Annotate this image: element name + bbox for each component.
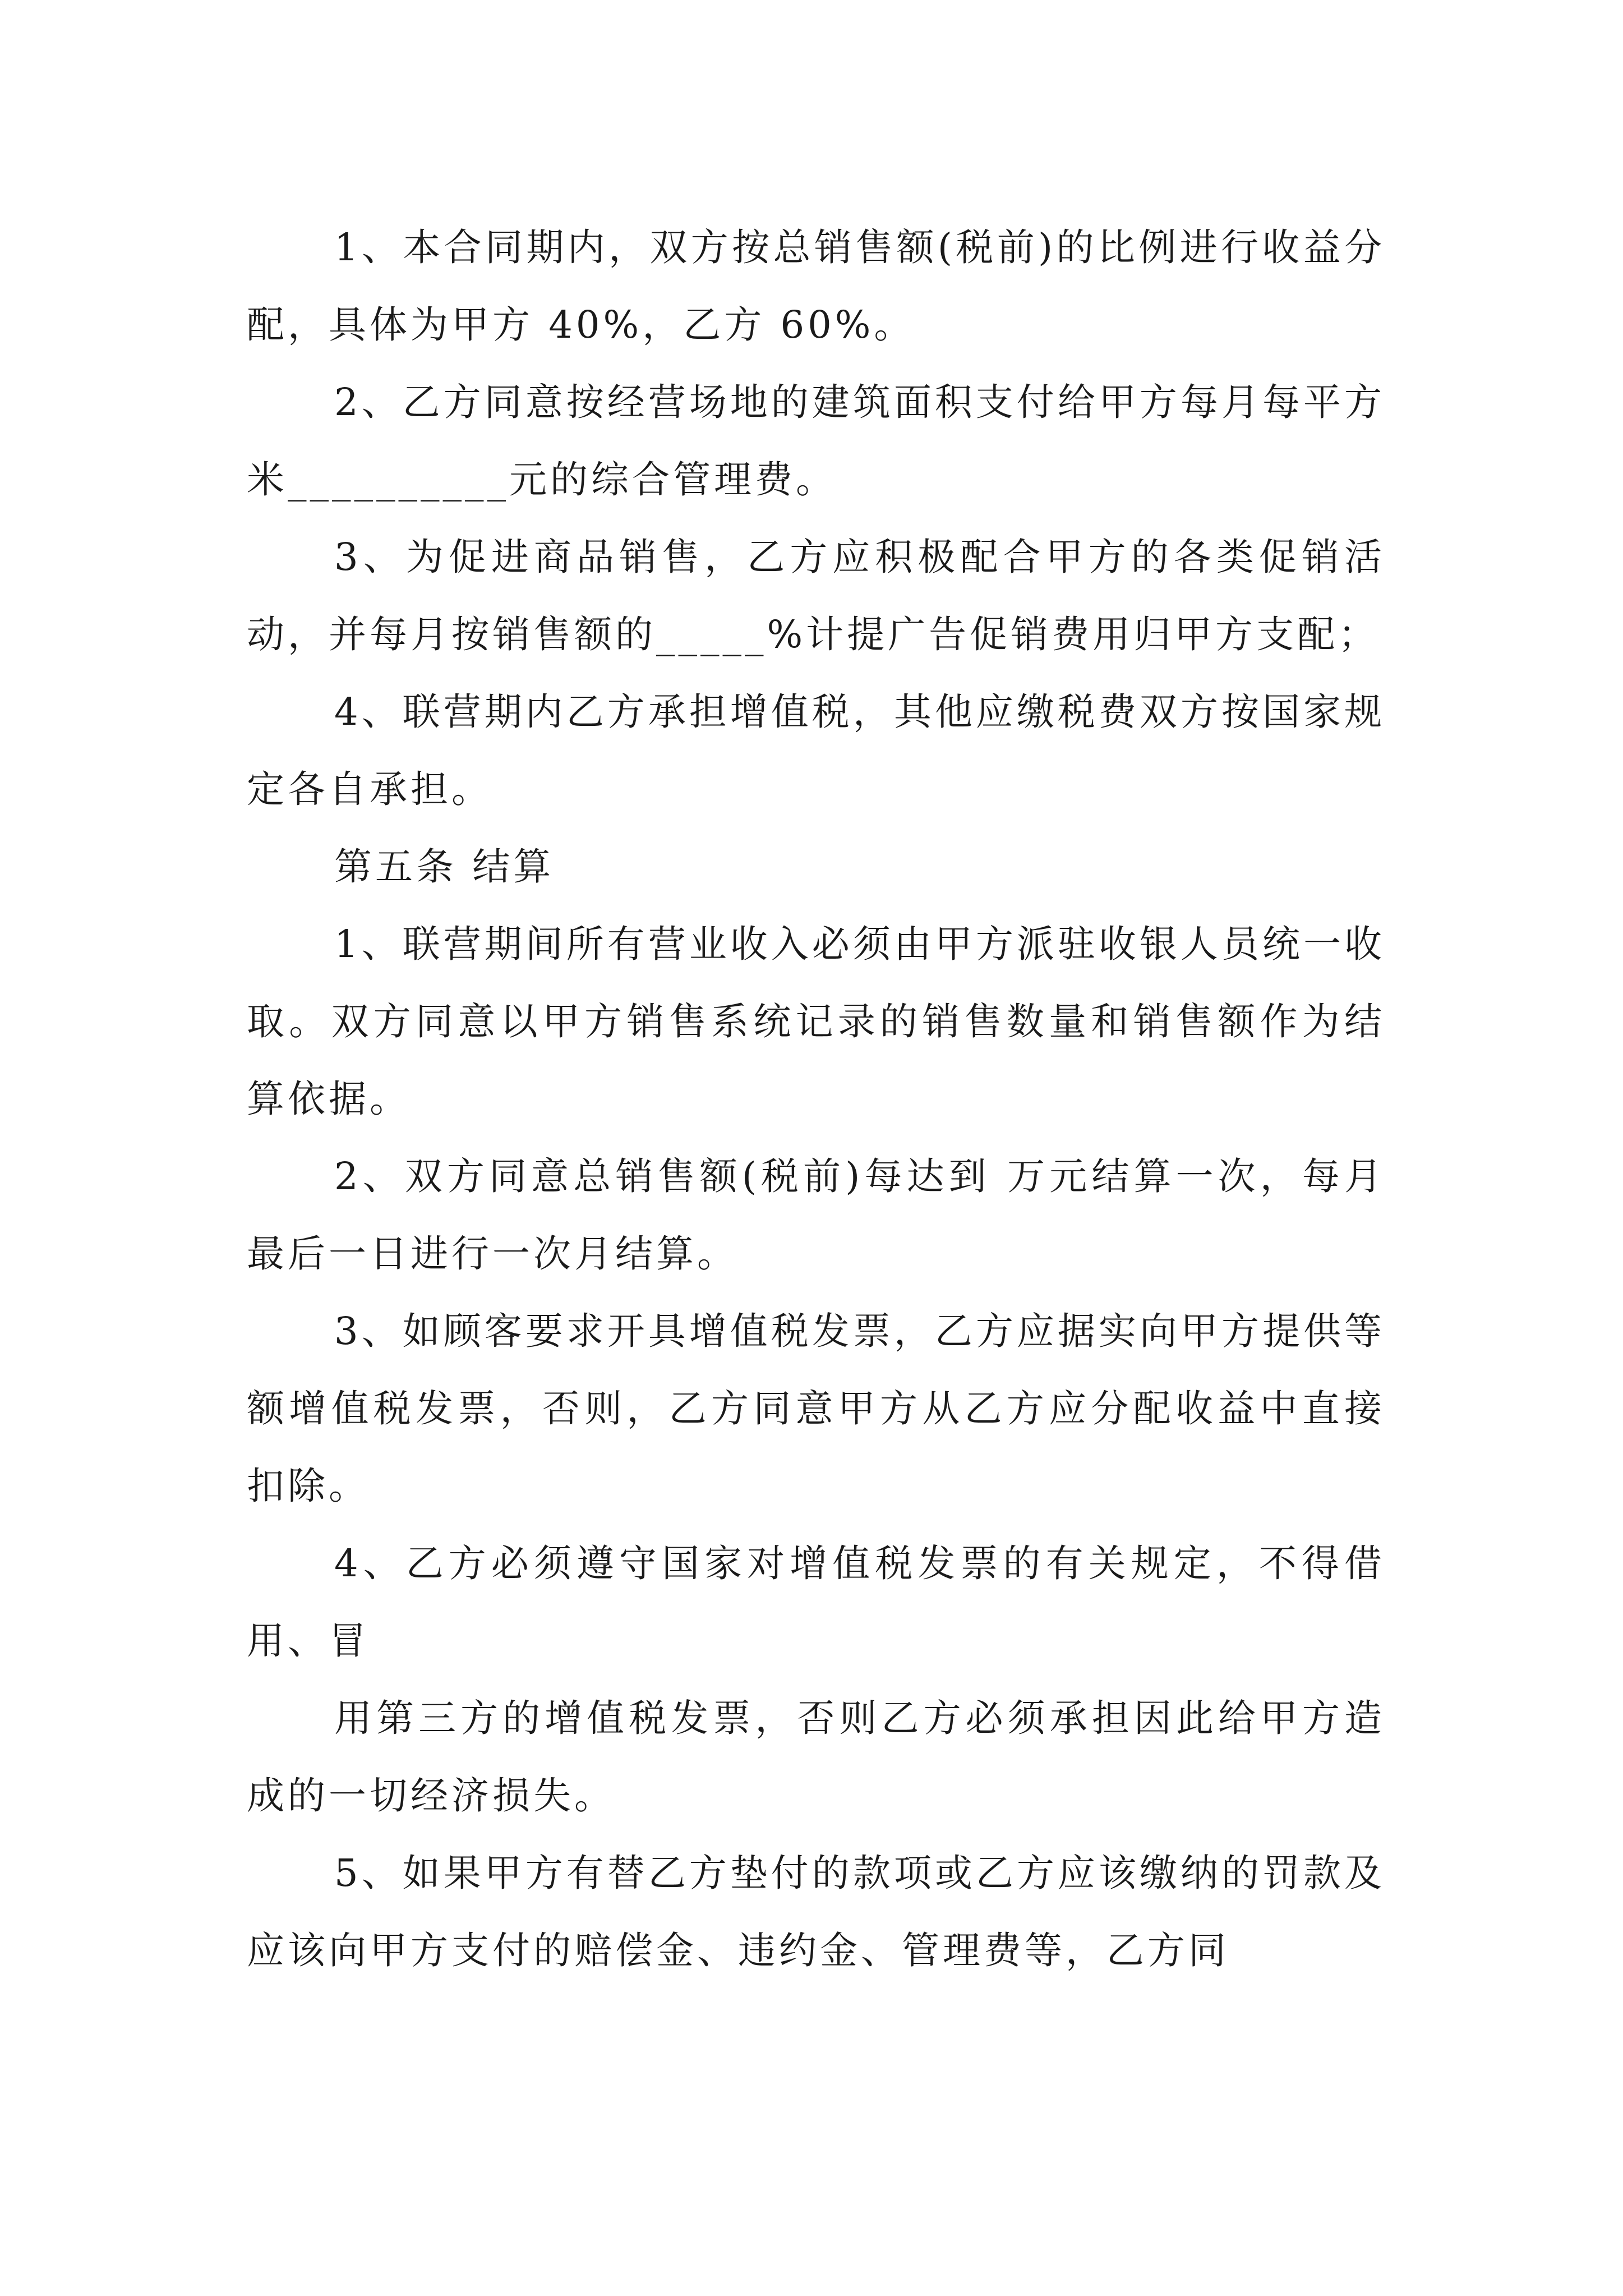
- paragraph-invoice-rules: 4、乙方必须遵守国家对增值税发票的有关规定，不得借用、冒: [247, 1542, 1385, 1663]
- document-body: [247, 209, 1385, 1989]
- paragraph-settlement-frequency: 2、双方同意总销售额(税前)每达到 万元结算一次，每月最后一日进行一次月结算。: [247, 1154, 1385, 1276]
- paragraph-vat-invoice: 3、如顾客要求开具增值税发票，乙方应据实向甲方提供等额增值税发票，否则，乙方同意甲方从乙方应分配收益中直接扣除。: [247, 1309, 1385, 1508]
- section-heading-settlement: 第五条 结算: [334, 845, 555, 889]
- paragraph-advance-payments: 5、如果甲方有替乙方垫付的款项或乙方应该缴纳的罚款及应该向甲方支付的赔偿金、违约金、管理费等，乙方同: [247, 1851, 1385, 1972]
- paragraph-invoice-rules-continued: 用第三方的增值税发票，否则乙方必须承担因此给甲方造成的一切经济损失。: [247, 1696, 1385, 1818]
- paragraph-promotion-fee: 3、为促进商品销售，乙方应积极配合甲方的各类促销活动，并每月按销售额的_____%计提广告促销费用归甲方支配；: [247, 535, 1385, 656]
- paragraph-profit-sharing: 1、本合同期内，双方按总销售额(税前)的比例进行收益分配，具体为甲方 40%，乙方 60%。: [247, 226, 1385, 347]
- paragraph-revenue-collection: 1、联营期间所有营业收入必须由甲方派驻收银人员统一收取。双方同意以甲方销售系统记录的销售数量和销售额作为结算依据。: [247, 922, 1385, 1121]
- paragraph-taxes: 4、联营期内乙方承担增值税，其他应缴税费双方按国家规定各自承担。: [247, 690, 1385, 811]
- paragraph-management-fee: 2、乙方同意按经营场地的建筑面积支付给甲方每月每平方米__________元的综合管理费。: [247, 380, 1385, 501]
